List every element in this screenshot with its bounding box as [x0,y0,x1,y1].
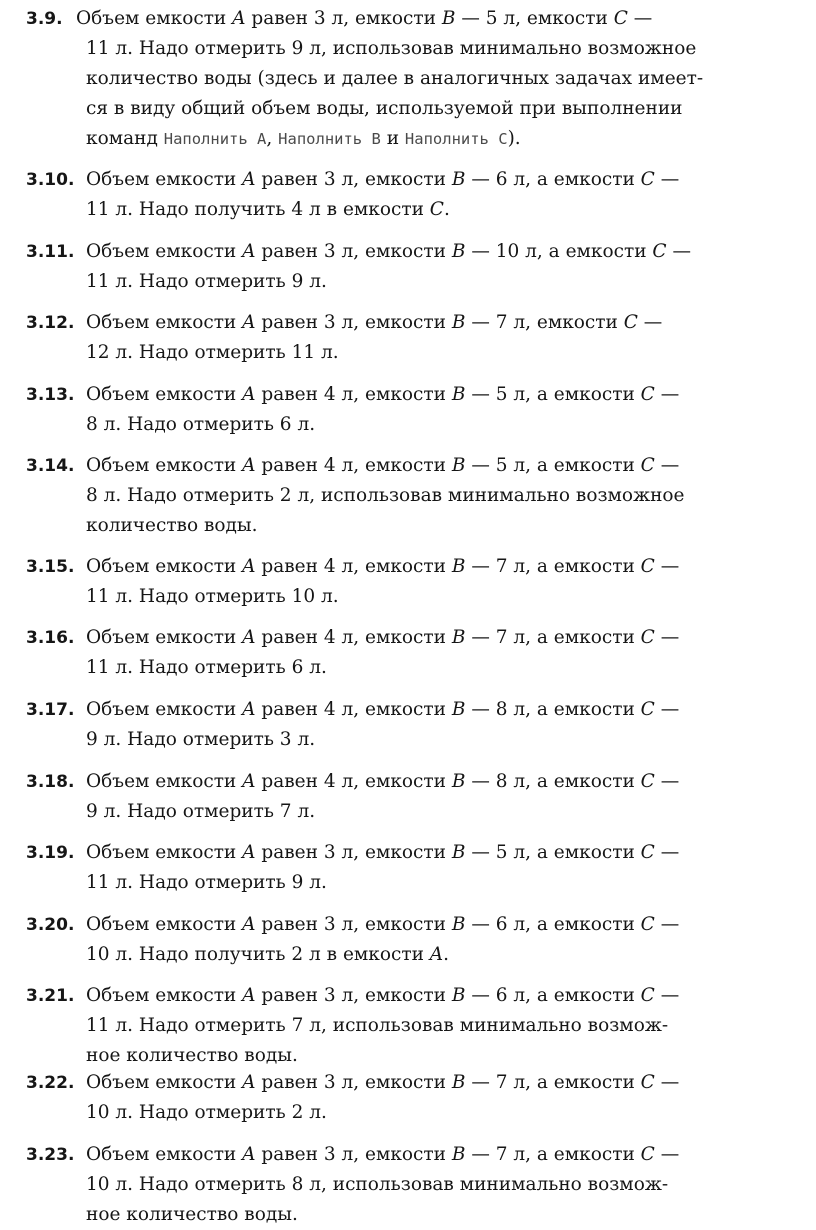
problem-3-21 [26,981,814,1071]
problem-text-line: команд Наполнить A, Наполнить B и Наполнить C). [86,128,521,149]
problem-text-line: Объем емкости A равен 3 л, емкости B — 5 л, а емкости C — [86,842,680,863]
problem-3-23 [26,1140,814,1230]
problem-3-22 [26,1068,814,1128]
problem-3-12 [26,308,814,368]
problem-number: 3.10. [26,170,75,190]
problem-text-line: 10 л. Надо получить 2 л в емкости A. [86,944,450,965]
problem-3-13 [26,380,814,440]
problem-text-line: ное количество воды. [86,1045,298,1066]
problem-text-line: ное количество воды. [86,1204,298,1225]
problem-text-line: Объем емкости A равен 4 л, емкости B — 7 л, а емкости C — [86,556,680,577]
problem-3-16 [26,623,814,683]
problem-text-line: 11 л. Надо отмерить 9 л. [86,271,327,292]
problem-3-15 [26,552,814,612]
problem-text-line: 9 л. Надо отмерить 3 л. [86,729,316,750]
problem-number: 3.11. [26,242,75,262]
problem-text-line: 11 л. Надо отмерить 7 л, использовав минимально возмож- [86,1015,669,1036]
problem-number: 3.17. [26,700,75,720]
problem-text-line: 12 л. Надо отмерить 11 л. [86,342,339,363]
problem-3-17 [26,695,814,755]
problem-3-10 [26,165,814,225]
problem-number: 3.15. [26,557,75,577]
problem-text-line: Объем емкости A равен 3 л, емкости B — 6 л, а емкости C — [86,985,680,1006]
problem-text-line: 8 л. Надо отмерить 6 л. [86,414,316,435]
problem-text-line: Объем емкости A равен 3 л, емкости B — 6 л, а емкости C — [86,914,680,935]
problem-number: 3.9. [26,9,63,29]
problem-3-11 [26,237,814,297]
problem-text-line: 11 л. Надо получить 4 л в емкости C. [86,199,450,220]
problem-number: 3.19. [26,843,75,863]
problem-text-line: 11 л. Надо отмерить 9 л, использовав минимально возможное [86,38,697,59]
problem-text-line: ся в виду общий объем воды, используемой при выполнении [86,98,683,119]
problem-text-line: Объем емкости A равен 3 л, емкости B — 7 л, а емкости C — [86,1072,680,1093]
problem-text-line: количество воды. [86,515,258,536]
problem-text-line: количество воды (здесь и далее в аналогичных задачах имеет- [86,68,704,89]
problem-text-line: 10 л. Надо отмерить 2 л. [86,1102,327,1123]
problem-text-line: Объем емкости A равен 3 л, емкости B — 10 л, а емкости C — [86,241,691,262]
problem-text-line: Объем емкости A равен 3 л, емкости B — 5 л, емкости C — [76,8,653,29]
problem-3-19 [26,838,814,898]
problem-text-line: Объем емкости A равен 4 л, емкости B — 5 л, а емкости C — [86,455,680,476]
problem-3-14 [26,451,814,541]
problem-text-line: Объем емкости A равен 3 л, емкости B — 7 л, емкости C — [86,312,663,333]
problem-number: 3.20. [26,915,75,935]
problem-text-line: Объем емкости A равен 4 л, емкости B — 7 л, а емкости C — [86,627,680,648]
problem-text-line: 11 л. Надо отмерить 6 л. [86,657,327,678]
problem-3-20 [26,910,814,970]
problem-text-line: 9 л. Надо отмерить 7 л. [86,801,316,822]
problem-text-line: 10 л. Надо отмерить 8 л, использовав минимально возмож- [86,1174,669,1195]
problem-text-line: Объем емкости A равен 4 л, емкости B — 8 л, а емкости C — [86,699,680,720]
problem-number: 3.12. [26,313,75,333]
problem-text-line: Объем емкости A равен 3 л, емкости B — 7 л, а емкости C — [86,1144,680,1165]
problem-number: 3.22. [26,1073,75,1093]
problem-text-line: 8 л. Надо отмерить 2 л, использовав минимально возможное [86,485,685,506]
problem-number: 3.13. [26,385,75,405]
problem-number: 3.16. [26,628,75,648]
problem-3-9 [26,4,814,154]
problem-text-line: 11 л. Надо отмерить 9 л. [86,872,327,893]
problem-text-line: Объем емкости A равен 4 л, емкости B — 5 л, а емкости C — [86,384,680,405]
problem-number: 3.18. [26,772,75,792]
problem-3-18 [26,767,814,827]
problem-text-line: 11 л. Надо отмерить 10 л. [86,586,339,607]
problem-number: 3.21. [26,986,75,1006]
problem-text-line: Объем емкости A равен 3 л, емкости B — 6 л, а емкости C — [86,169,680,190]
problem-number: 3.23. [26,1145,75,1165]
problem-text-line: Объем емкости A равен 4 л, емкости B — 8 л, а емкости C — [86,771,680,792]
problem-number: 3.14. [26,456,75,476]
